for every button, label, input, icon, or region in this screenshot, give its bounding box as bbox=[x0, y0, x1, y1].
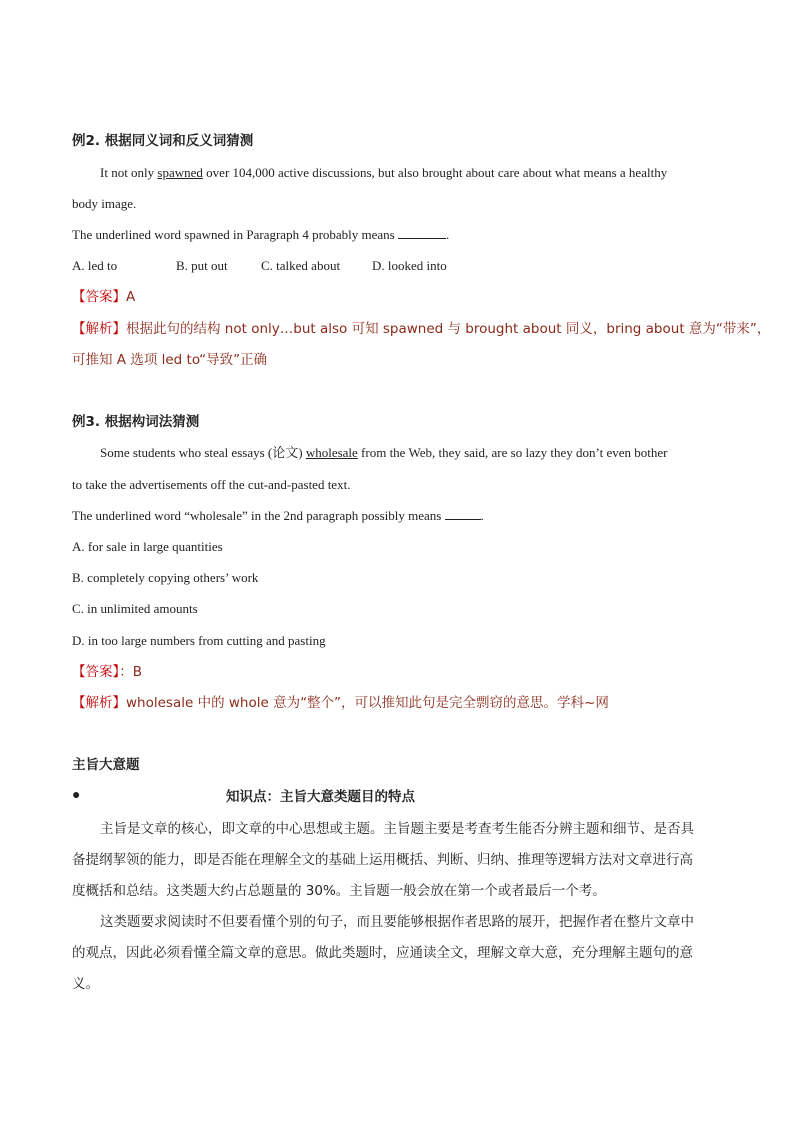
ex2-answer bbox=[72, 288, 135, 306]
ex2-question: The underlined word spawned in Paragraph 4 probably means . bbox=[72, 227, 450, 242]
ex2-answer-value: A bbox=[126, 289, 136, 305]
ex3-option-b: B. completely copying others’ work bbox=[72, 570, 259, 585]
ex3-passage-text-b: from the Web, they said, are so lazy they don’t even bother bbox=[357, 445, 668, 460]
ex2-question-text: The underlined word spawned in Paragraph 4 probably means bbox=[72, 227, 398, 242]
main-idea-point-title: 知识点：主旨大意类题目的特点 bbox=[226, 789, 415, 805]
ex3-analysis-text-1: wholesale 中的 whole 意为“整个”，可以推知此句是完全剽窃的意思。学科~网 bbox=[126, 695, 609, 711]
bullet-icon: ● bbox=[72, 788, 81, 803]
ex3-question-text: The underlined word “wholesale” in the 2nd paragraph possibly means bbox=[72, 508, 445, 523]
ex3-answer-label: 【答案】 bbox=[72, 664, 120, 680]
ex3-analysis-line-1 bbox=[72, 694, 609, 712]
ex3-option-c: C. in unlimited amounts bbox=[72, 601, 198, 616]
ex2-answer-label: 【答案】 bbox=[72, 289, 126, 305]
ex3-passage-line-1 bbox=[100, 444, 667, 462]
ex3-passage-text-a: Some students who steal essays (论文) bbox=[100, 445, 306, 460]
ex3-answer bbox=[72, 663, 142, 681]
ex2-answer-blank bbox=[398, 226, 446, 239]
ex2-passage-text-a: It not only bbox=[100, 165, 158, 180]
ex3-option-d: D. in too large numbers from cutting and pasting bbox=[72, 633, 326, 648]
ex3-passage-line-2: to take the advertisements off the cut-and-pasted text. bbox=[72, 477, 351, 492]
ex3-heading: 例3. 根据构词法猜测 bbox=[72, 414, 200, 430]
main-idea-para2-line-3: 义。 bbox=[72, 976, 99, 992]
ex2-passage-text-b: over 104,000 active discussions, but also brought about care about what means a healthy bbox=[202, 165, 668, 180]
ex2-analysis-text-1: 根据此句的结构 not only…but also 可知 spawned 与 brought about 同义，bring about 意为“带来”， bbox=[126, 321, 771, 337]
ex3-option-a: A. for sale in large quantities bbox=[72, 539, 223, 554]
ex2-option-b: B. put out bbox=[176, 258, 228, 273]
ex3-answer-blank bbox=[445, 507, 481, 520]
ex2-option-a: A. led to bbox=[72, 258, 118, 273]
ex2-underlined-word: spawned bbox=[157, 165, 203, 180]
ex2-heading: 例2. 根据同义词和反义词猜测 bbox=[72, 133, 254, 149]
ex2-analysis-line-1 bbox=[72, 320, 770, 338]
ex3-answer-value: ：B bbox=[119, 664, 143, 680]
main-idea-para1-line-1: 主旨是文章的核心，即文章的中心思想或主题。主旨题主要是考查考生能否分辨主题和细节、是否具 bbox=[100, 821, 694, 837]
ex2-passage-line-1 bbox=[100, 164, 667, 182]
main-idea-section-title: 主旨大意题 bbox=[72, 757, 140, 773]
main-idea-para2-line-1: 这类题要求阅读时不但要看懂个别的句子，而且要能够根据作者思路的展开，把握作者在整片文章中 bbox=[100, 914, 694, 930]
ex3-analysis-label: 【解析】 bbox=[72, 695, 126, 711]
ex2-passage-line-2: body image. bbox=[72, 196, 137, 211]
ex2-option-c: C. talked about bbox=[261, 258, 341, 273]
ex3-question: The underlined word “wholesale” in the 2nd paragraph possibly means . bbox=[72, 508, 484, 523]
main-idea-para1-line-3: 度概括和总结。这类题大约占总题量的 30%。主旨题一般会放在第一个或者最后一个考。 bbox=[72, 883, 606, 899]
main-idea-para2-line-2: 的观点，因此必须看懂全篇文章的意思。做此类题时，应通读全文，理解文章大意，充分理解主题句的意 bbox=[72, 945, 693, 961]
ex2-analysis-label: 【解析】 bbox=[72, 321, 126, 337]
ex2-analysis-line-2: 可推知 A 选项 led to“导致”正确 bbox=[72, 352, 268, 368]
main-idea-para1-line-2: 备提纲挈领的能力，即是否能在理解全文的基础上运用概括、判断、归纳、推理等逻辑方法对文章进行高 bbox=[72, 852, 693, 868]
ex2-option-d: D. looked into bbox=[372, 258, 447, 273]
ex3-underlined-word: wholesale bbox=[305, 445, 358, 460]
